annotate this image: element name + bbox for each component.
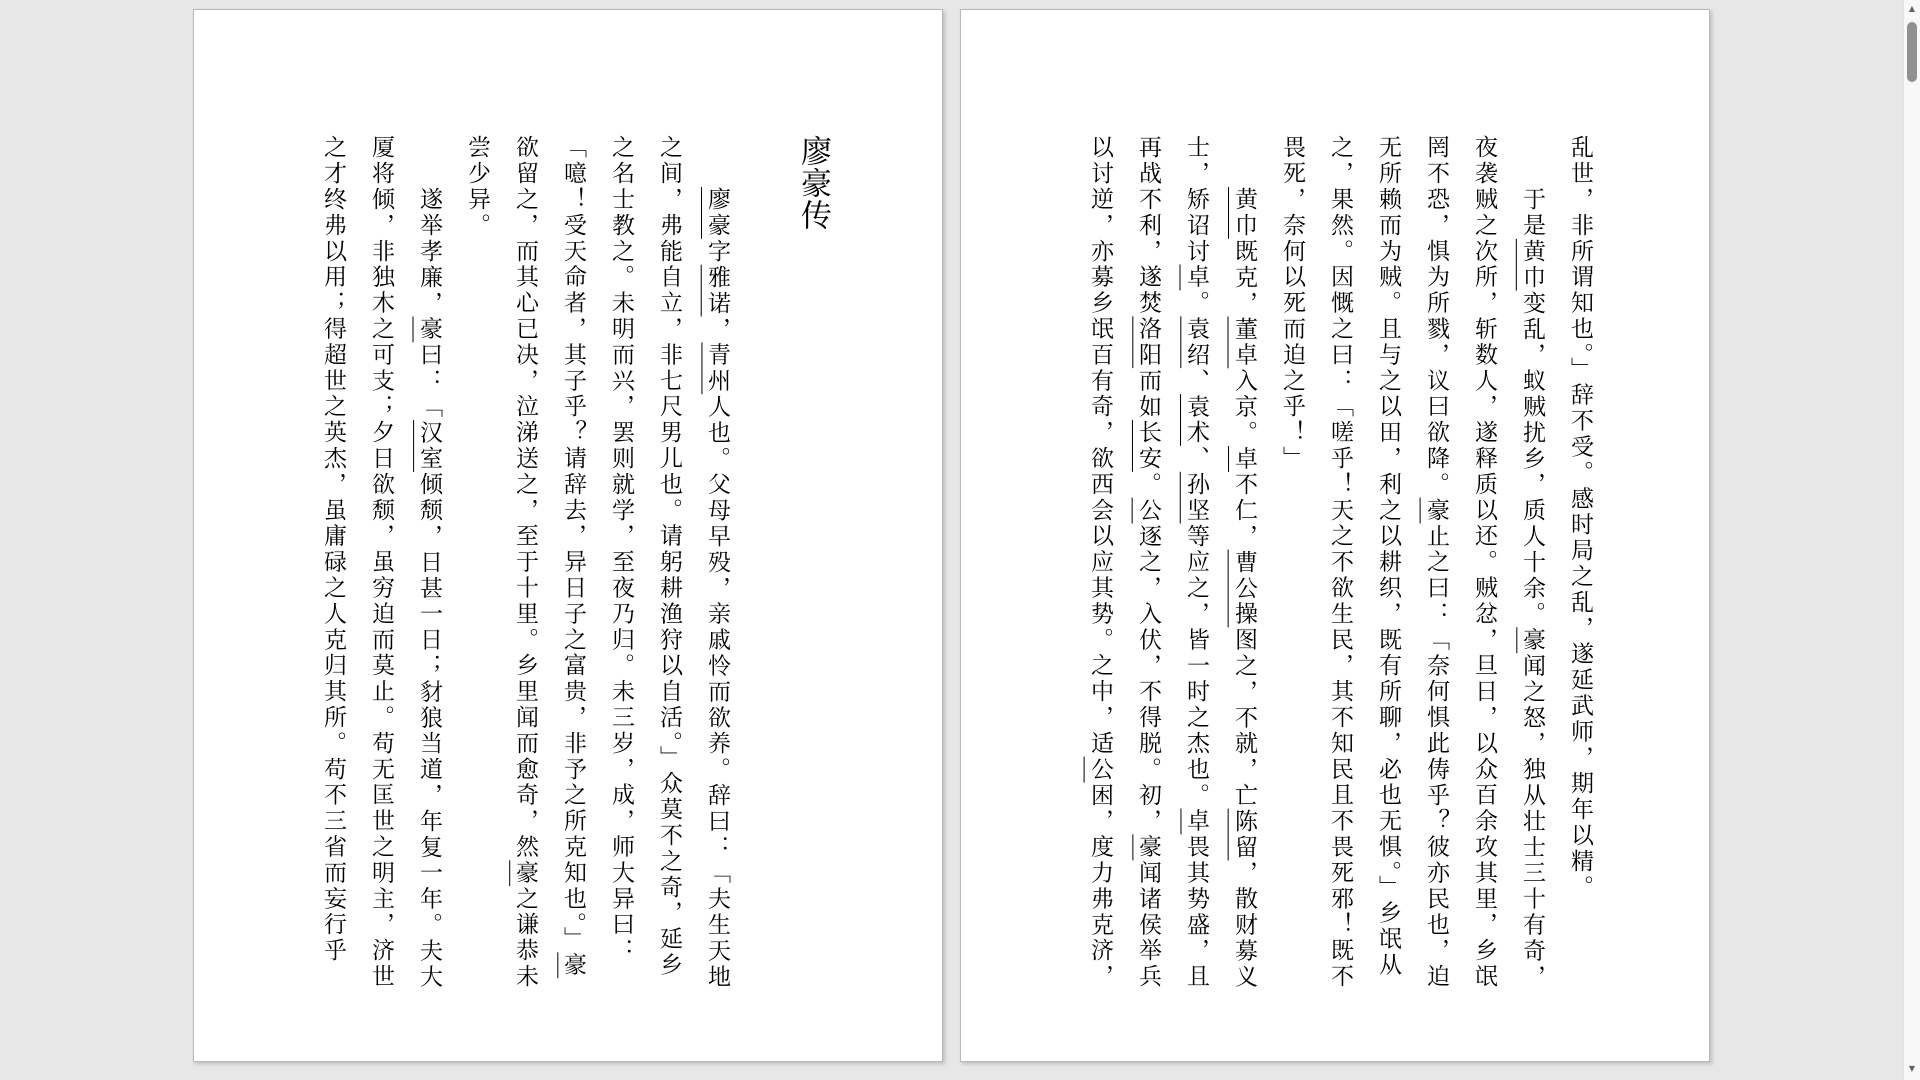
text-run: 欲留之，而其心已决，泣涕送之，至于十里。乡里闻而愈奇，然 [513,135,538,861]
proper-noun: 董卓 [1232,316,1257,369]
proper-noun: 黄巾 [1232,187,1257,239]
vertical-scrollbar[interactable] [1903,0,1920,1080]
proper-noun: 洛阳 [1136,316,1161,369]
text-run: 困，度力弗克济， [1088,782,1113,990]
text-run: 变乱，蚁贼扰乡，质人十余。 [1520,290,1545,628]
text-run: 曰：「 [417,342,442,421]
text-run: 于是 [1520,187,1545,239]
page-text [1066,135,1604,991]
text-run: 倾颓，日甚一日；豺狼当道，年复一年。夫大厦将倾，非独木之可支；夕日欲颓，虽穷迫而莫止。苟无匡世之明主，济世之才终弗以用；得超世之英杰，虽庸碌之人克归其所。苟不三省而妄行乎 [321,135,442,990]
text-run: 之谦恭未尝少异。 [465,135,538,990]
text-run: 、 [1184,445,1209,472]
proper-noun: 豪 [417,316,442,343]
text-run: 、 [1184,368,1209,395]
text-run: 既克， [1232,238,1257,317]
proper-noun: 卓 [1184,808,1209,835]
page-1 [193,9,943,1062]
proper-noun: 卓 [1232,446,1257,472]
proper-noun: 豪 [1424,497,1449,524]
page-2 [960,9,1710,1062]
proper-noun: 廖豪 [705,187,730,239]
proper-noun: 豪 [1520,627,1545,654]
proper-noun: 雅诺 [705,264,730,317]
text-run: 闻之怒，独从壮士三十有奇，夜袭贼之次所，斩数人，遂释质以还。贼忿，旦日，以众百余攻其里，乡氓罔不恐，惧为所戮，议曰欲降。 [1424,135,1545,990]
proper-noun: 陈留 [1232,808,1257,861]
proper-noun: 公 [1088,756,1113,783]
paragraph [309,135,453,991]
proper-noun: 豪 [1136,834,1161,861]
proper-noun: 青州 [705,342,730,395]
proper-noun: 曹公操 [1232,549,1257,628]
text-run: 入京。 [1232,368,1257,447]
text-run: 人也。父母早殁，亲戚怜而欲养。辞曰：「夫生天地之间，弗能自立，非七尺男儿也。请躬耕渔狩以自活。」众莫不之奇，延乡之名士教之。未明而兴，罢则就学，至夜乃归。未三岁，成，师大异曰：「噫！受天命者，其子乎？请辞去，异日子之富贵，非予之所克知也。」 [561,135,730,990]
proper-noun: 袁绍 [1184,316,1209,369]
scroll-down-icon[interactable]: ▼ [1908,1064,1916,1073]
proper-noun: 孙坚 [1184,471,1209,524]
text-run: 乱世，非所谓知也。」辞不受。感时局之乱，遂延武师，期年以精。 [1568,135,1593,901]
text-run: 。 [1136,471,1161,498]
paragraph [1076,135,1268,991]
proper-noun: 汉室 [417,420,442,472]
proper-noun: 卓 [1184,264,1209,291]
text-run: 逐之，入伏，不得脱。初， [1136,523,1161,835]
proper-noun: 黄巾 [1520,238,1545,291]
text-run: ， [705,316,730,343]
scroll-up-icon[interactable]: ▲ [1908,4,1916,13]
text-run: 闻诸侯举兵以讨逆，亦募乡氓百有奇，欲西会以应其势。之中，适 [1088,135,1161,990]
text-run: 止之曰：「奈何惧此俦乎？彼亦民也，迫无所赖而为贼。且与之以田，利之以耕织，既有所聊，必也无惧。」乡氓从之，果然。因慨之曰：「嗟乎！天之不欲生民，其不知民且不畏死邪！既不畏死，奈何以死而迫之乎！」 [1280,135,1449,990]
paragraph [1556,135,1604,991]
text-run: 不仁， [1232,471,1257,550]
text-run: 。 [1184,290,1209,317]
text-run: 遂举孝廉， [417,187,442,317]
paragraph [1268,135,1556,991]
text-run: 图之，不就，亡 [1232,627,1257,809]
proper-noun: 长安 [1136,419,1161,472]
text-run: 字 [705,238,730,265]
page-text [299,135,837,991]
text-run: ，散财募义士，矫诏讨 [1184,135,1257,990]
scrollbar-thumb[interactable] [1907,22,1917,82]
proper-noun: 豪 [513,860,538,887]
document-title: 廖豪传 [796,135,831,231]
proper-noun: 豪 [561,952,586,979]
proper-noun: 公 [1136,497,1161,524]
text-run: 畏其势盛，且再战不利，遂焚 [1136,135,1209,990]
text-run: 等应之，皆一时之杰也。 [1184,523,1209,809]
text-run: 而如 [1136,368,1161,420]
proper-noun: 袁术 [1184,394,1209,446]
paragraph [453,135,741,991]
